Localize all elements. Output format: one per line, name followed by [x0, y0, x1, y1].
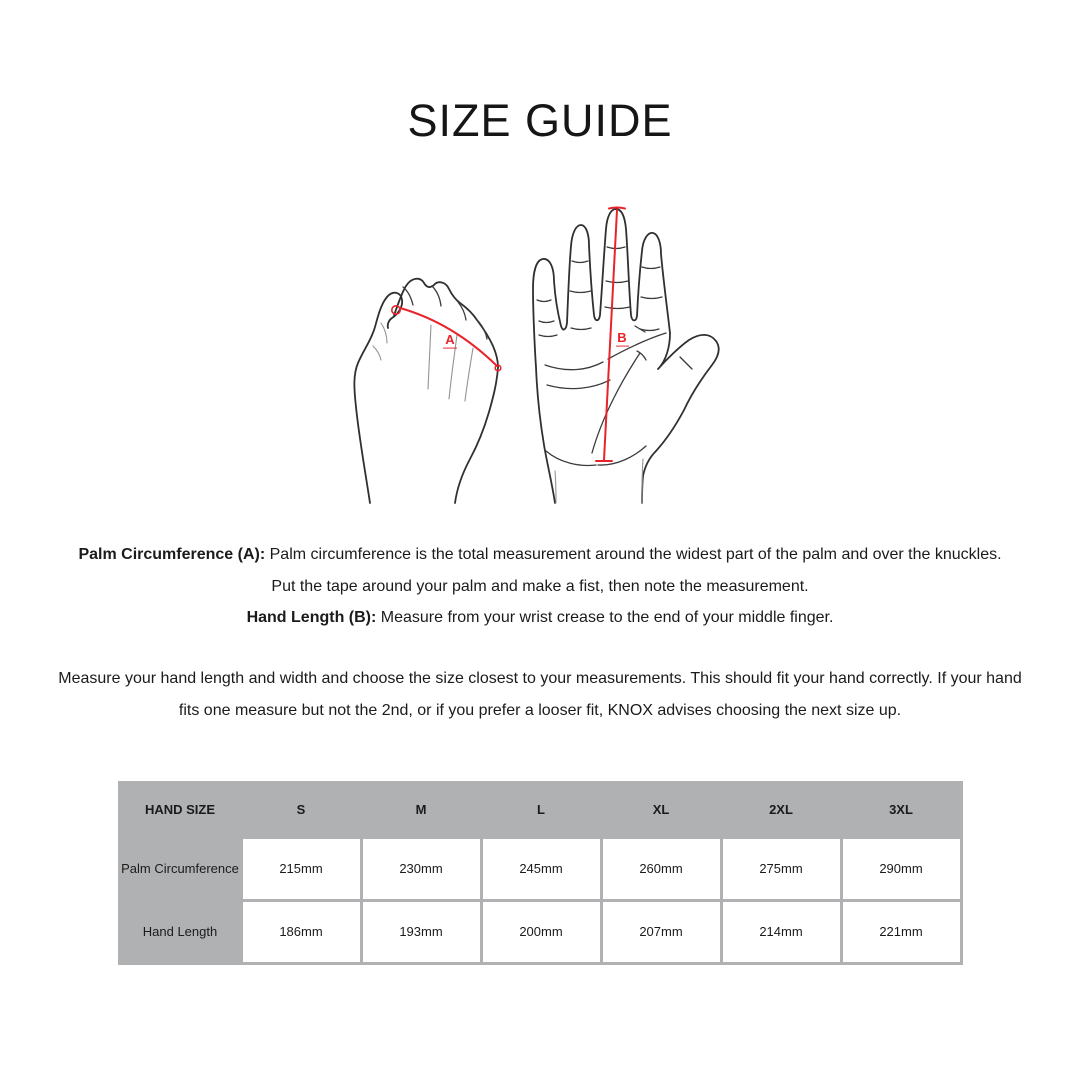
- hand-length-3xl: 221mm: [843, 902, 960, 962]
- hand-length-l: 200mm: [483, 902, 600, 962]
- size-chart-header-row: [121, 784, 960, 836]
- header-hand-size: HAND SIZE: [144, 802, 216, 817]
- thumb-web-dash-1: [635, 326, 645, 332]
- tape-instruction: Put the tape around your palm and make a fist, then note the measurement.: [271, 577, 809, 595]
- label-a-underline: [443, 348, 457, 349]
- measurement-line-b-top-tick: [609, 208, 625, 209]
- index-crease-2: [641, 297, 662, 299]
- size-chart-table: [118, 781, 963, 965]
- ring-base-crease: [571, 328, 591, 330]
- palm-circumference-term: Palm Circumference (A):: [78, 546, 266, 563]
- sizing-advice: [0, 663, 1080, 727]
- palm-circumference-m: 230mm: [363, 839, 480, 899]
- hand-length-instruction: [0, 602, 1080, 634]
- label-b-underline: [616, 346, 629, 347]
- header-size-3xl: 3XL: [889, 802, 913, 817]
- hand-length-term: Hand Length (B):: [246, 609, 377, 626]
- measurement-label-b: B: [617, 330, 627, 345]
- palm-circumference-row: [121, 839, 960, 899]
- header-size-s: S: [296, 802, 306, 817]
- header-size-xl: XL: [652, 802, 670, 817]
- hand-measurement-diagram: [340, 195, 740, 505]
- palm-circumference-3xl: 290mm: [843, 839, 960, 899]
- life-line: [592, 353, 640, 453]
- wrist-crease-left: [546, 451, 596, 465]
- page-title: SIZE GUIDE: [407, 95, 673, 146]
- palm-circumference-text: Palm circumference is the total measurement around the widest part of the palm and over the knuckles.: [265, 546, 1002, 563]
- hand-length-row: [121, 902, 960, 962]
- pinky-base-crease: [539, 335, 557, 337]
- fist-thumb-crease-1: [381, 323, 387, 343]
- index-crease-1: [642, 267, 660, 269]
- palm-circumference-xl: 260mm: [603, 839, 720, 899]
- size-chart-wrap: [118, 781, 963, 965]
- pinky-crease-1: [537, 300, 551, 302]
- pinky-crease-2: [539, 321, 554, 323]
- wrist-left-edge: [555, 471, 556, 503]
- ring-crease-2: [570, 291, 591, 293]
- palm-circumference-2xl: 275mm: [723, 839, 840, 899]
- measurement-label-a: A: [445, 332, 455, 347]
- palm-illustration: [533, 208, 719, 504]
- row-label-hand-length: Hand Length: [142, 924, 218, 939]
- head-line: [547, 380, 610, 389]
- hand-length-xl: 207mm: [603, 902, 720, 962]
- fist-illustration: [354, 279, 500, 503]
- measurement-instructions: [0, 539, 1080, 634]
- hand-length-2xl: 214mm: [723, 902, 840, 962]
- hand-length-s: 186mm: [243, 902, 360, 962]
- heart-line-left: [545, 362, 603, 370]
- hand-length-m: 193mm: [363, 902, 480, 962]
- sizing-advice-line-1: Measure your hand length and width and choose the size closest to your measurements. This should fit your hand correctly. If your hand: [58, 669, 1022, 687]
- palm-circumference-l: 245mm: [483, 839, 600, 899]
- header-size-m: M: [415, 802, 427, 817]
- fist-right-side: [455, 367, 498, 503]
- fist-thumb-crease-2: [373, 346, 381, 360]
- thumb-crease: [680, 357, 692, 369]
- row-label-palm-circumference: Palm Circumference: [121, 861, 239, 876]
- middle-crease-3: [605, 307, 630, 309]
- fist-tendon-line-3: [465, 348, 473, 401]
- palm-circumference-instruction: [0, 539, 1080, 571]
- header-size-l: L: [537, 802, 545, 817]
- sizing-advice-line-2: fits one measure but not the 2nd, or if you prefer a looser fit, KNOX advises choosing the next size up.: [178, 701, 902, 719]
- ring-crease-1: [572, 261, 588, 263]
- fist-finger-fold-4: [479, 322, 487, 339]
- palm-circumference-s: 215mm: [243, 839, 360, 899]
- middle-crease-2: [606, 281, 628, 283]
- header-size-2xl: 2XL: [769, 802, 793, 817]
- hand-length-text: Measure from your wrist crease to the end of your middle finger.: [376, 609, 834, 626]
- fist-finger-fold-2: [432, 286, 441, 306]
- fist-tendon-line-1: [428, 325, 431, 389]
- fist-left-side-and-thumb: [354, 293, 402, 503]
